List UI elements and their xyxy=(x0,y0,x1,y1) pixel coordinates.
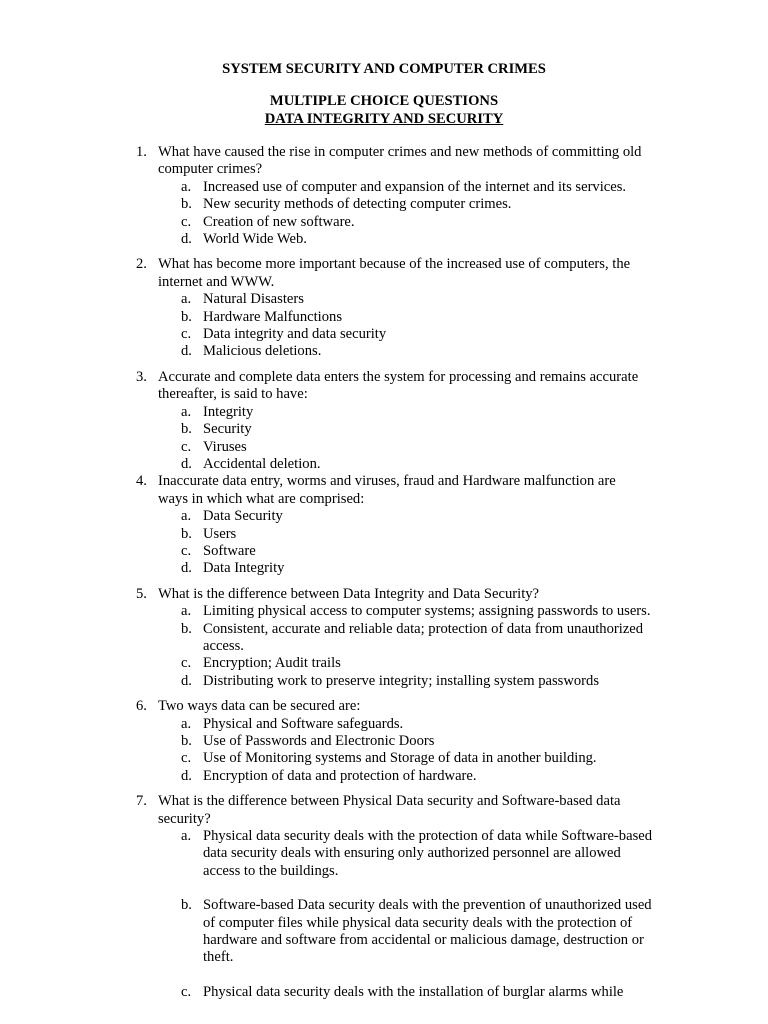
option-list xyxy=(0,828,768,1001)
option-letter: a. xyxy=(181,828,192,845)
option-text: Integrity xyxy=(203,403,254,420)
option-c xyxy=(0,439,768,456)
option-a xyxy=(0,828,768,880)
option-text: Accidental deletion. xyxy=(203,455,321,472)
option-text: Data integrity and data security xyxy=(203,326,387,343)
option-text: Use of Monitoring systems and Storage of data in another building. xyxy=(203,750,597,767)
option-list xyxy=(0,179,768,249)
option-text: Natural Disasters xyxy=(203,291,304,308)
option-b xyxy=(0,421,768,438)
option-a xyxy=(0,291,768,308)
question-text: Two ways data can be secured are: xyxy=(158,698,361,715)
option-letter: c. xyxy=(181,438,192,455)
option-b xyxy=(0,897,768,967)
option-text: Encryption of data and protection of hardware. xyxy=(203,767,477,784)
option-letter: b. xyxy=(181,620,192,637)
option-b xyxy=(0,621,768,656)
question-text: What have caused the rise in computer crimes and new methods of committing old computer crimes? xyxy=(158,144,642,178)
option-b xyxy=(0,309,768,326)
question-number: 6. xyxy=(136,698,147,715)
question-text: What is the difference between Physical Data security and Software-based data security? xyxy=(158,793,621,827)
question-text: Accurate and complete data enters the system for processing and remains accurate thereafter, is said to have: xyxy=(158,368,639,403)
option-a xyxy=(0,404,768,421)
option-text: Creation of new software. xyxy=(203,213,355,230)
question-text: What is the difference between Data Integrity and Data Security? xyxy=(158,585,540,602)
option-letter: d. xyxy=(181,343,192,360)
option-text: Encryption; Audit trails xyxy=(203,655,341,672)
option-letter: b. xyxy=(181,421,192,438)
option-letter: c. xyxy=(181,983,192,1000)
option-letter: c. xyxy=(181,213,192,230)
option-d xyxy=(0,456,768,473)
option-text: Data Security xyxy=(203,508,283,525)
question-6 xyxy=(0,698,768,785)
document-title: SYSTEM SECURITY AND COMPUTER CRIMES xyxy=(222,61,546,77)
question-number: 4. xyxy=(136,473,147,490)
option-d xyxy=(0,768,768,785)
option-letter: d. xyxy=(181,231,192,248)
option-letter: a. xyxy=(181,178,192,195)
option-text: Increased use of computer and expansion of the internet and its services. xyxy=(203,178,627,195)
option-list xyxy=(0,291,768,361)
option-text: Software xyxy=(203,542,256,559)
option-text: Viruses xyxy=(203,438,247,455)
option-text: Software-based Data security deals with the prevention of unauthorized used of computer files while physical data security deals with the protection of hardware and software from accidental or malicious damage, destruction or theft. xyxy=(203,897,652,966)
option-text: Malicious deletions. xyxy=(203,343,322,360)
option-a xyxy=(0,508,768,525)
question-list xyxy=(0,144,768,1001)
option-b xyxy=(0,526,768,543)
option-text: Limiting physical access to computer systems; assigning passwords to users. xyxy=(203,603,651,620)
question-text: Inaccurate data entry, worms and viruses, fraud and Hardware malfunction are ways in which what are comprised: xyxy=(158,473,616,507)
option-text: Security xyxy=(203,421,252,438)
question-number: 5. xyxy=(136,585,147,602)
option-text: Use of Passwords and Electronic Doors xyxy=(203,733,435,749)
option-text: Physical data security deals with the installation of burglar alarms while xyxy=(203,983,624,1000)
option-c xyxy=(0,655,768,672)
option-d xyxy=(0,560,768,577)
question-number: 7. xyxy=(136,793,147,810)
option-d xyxy=(0,673,768,690)
option-text: Users xyxy=(203,525,237,542)
option-letter: a. xyxy=(181,508,192,525)
option-list xyxy=(0,404,768,474)
option-letter: a. xyxy=(181,403,192,420)
option-a xyxy=(0,179,768,196)
option-d xyxy=(0,343,768,360)
question-7 xyxy=(0,793,768,1001)
option-letter: c. xyxy=(181,750,192,767)
option-text: Physical and Software safeguards. xyxy=(203,715,404,732)
option-letter: b. xyxy=(181,897,192,914)
option-c xyxy=(0,326,768,343)
option-letter: d. xyxy=(181,672,192,689)
option-letter: d. xyxy=(181,767,192,784)
option-text: Physical data security deals with the protection of data while Software-based data security deals with ensuring only authorized personnel are allowed access to the buildings. xyxy=(203,828,653,879)
option-letter: d. xyxy=(181,560,192,577)
option-a xyxy=(0,716,768,733)
option-text: Distributing work to preserve integrity; installing system passwords xyxy=(203,672,600,689)
question-4 xyxy=(0,473,768,577)
question-2 xyxy=(0,256,768,360)
option-letter: b. xyxy=(181,733,192,749)
option-list xyxy=(0,716,768,786)
option-letter: c. xyxy=(181,655,192,672)
document-subtitle: MULTIPLE CHOICE QUESTIONS xyxy=(269,93,499,109)
option-d xyxy=(0,231,768,248)
question-1 xyxy=(0,144,768,248)
option-letter: b. xyxy=(181,525,192,542)
option-text: New security methods of detecting computer crimes. xyxy=(203,196,512,213)
option-letter: a. xyxy=(181,291,192,308)
option-list xyxy=(0,603,768,690)
option-text: Data Integrity xyxy=(203,560,285,577)
option-letter: b. xyxy=(181,196,192,213)
option-b xyxy=(0,196,768,213)
option-list xyxy=(0,508,768,578)
question-3 xyxy=(0,369,768,473)
option-letter: b. xyxy=(181,308,192,325)
option-c xyxy=(0,984,768,1001)
option-letter: a. xyxy=(181,603,192,620)
question-5 xyxy=(0,586,768,690)
option-c xyxy=(0,543,768,560)
section-heading: DATA INTEGRITY AND SECURITY xyxy=(264,111,504,127)
question-number: 2. xyxy=(136,256,147,273)
option-letter: c. xyxy=(181,326,192,343)
option-b xyxy=(0,733,768,750)
option-letter: c. xyxy=(181,542,192,559)
option-text: World Wide Web. xyxy=(203,231,307,248)
question-number: 3. xyxy=(136,368,147,385)
question-number: 1. xyxy=(136,144,147,160)
option-letter: a. xyxy=(181,715,192,732)
option-letter: d. xyxy=(181,455,192,472)
option-c xyxy=(0,214,768,231)
option-text: Consistent, accurate and reliable data; protection of data from unauthorized access. xyxy=(203,620,644,654)
option-a xyxy=(0,603,768,620)
question-text: What has become more important because of the increased use of computers, the internet and WWW. xyxy=(158,256,631,290)
option-text: Hardware Malfunctions xyxy=(203,308,342,325)
option-c xyxy=(0,750,768,767)
